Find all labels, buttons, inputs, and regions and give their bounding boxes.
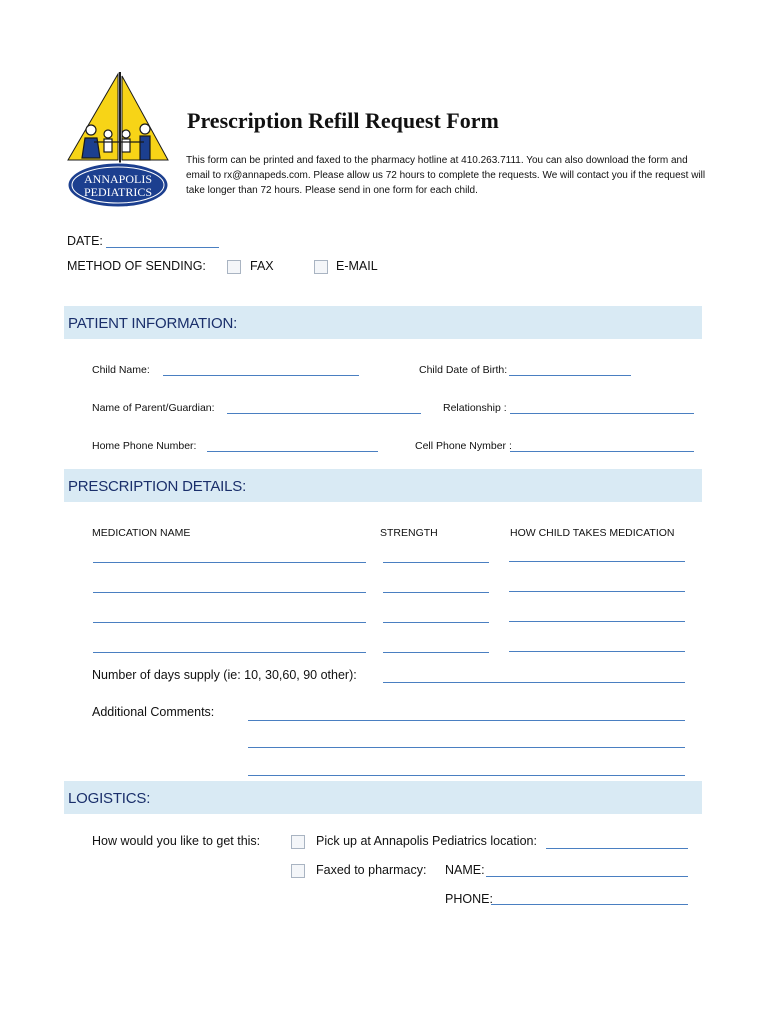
strength-field[interactable]: [383, 592, 489, 593]
logo-text-line2: PEDIATRICS: [83, 185, 153, 199]
strength-field[interactable]: [383, 562, 489, 563]
sailboat-family-logo-icon: [64, 72, 174, 212]
faxed-label: Faxed to pharmacy:: [316, 863, 427, 877]
cell-phone-field[interactable]: [510, 451, 694, 452]
child-dob-field[interactable]: [509, 375, 631, 376]
days-supply-label: Number of days supply (ie: 10, 30,60, 90 other):: [92, 668, 357, 682]
pharmacy-phone-field[interactable]: [491, 904, 688, 905]
prescription-heading: PRESCRIPTION DETAILS:: [68, 478, 247, 495]
fax-checkbox[interactable]: [227, 260, 241, 274]
strength-field[interactable]: [383, 652, 489, 653]
logistics-heading: LOGISTICS:: [68, 790, 151, 807]
how-taken-field[interactable]: [509, 561, 685, 562]
pickup-location-field[interactable]: [546, 848, 688, 849]
how-taken-column-header: HOW CHILD TAKES MEDICATION: [510, 527, 675, 539]
comments-field-line[interactable]: [248, 720, 685, 721]
pharmacy-name-field[interactable]: [486, 876, 688, 877]
child-name-label: Child Name:: [92, 364, 150, 376]
intro-paragraph: This form can be printed and faxed to the pharmacy hotline at 410.263.7111. You can also download the form and email to rx@annapeds.com. Please allow us 72 hours to complete the requests. We will contact you if the request will take longer than 72 hours. Please send in one form for each child.: [186, 155, 706, 196]
relationship-label: Relationship :: [443, 402, 507, 414]
pharmacy-phone-label: PHONE:: [445, 892, 493, 906]
medication-column-header: MEDICATION NAME: [92, 527, 191, 539]
medication-name-field[interactable]: [93, 622, 366, 623]
patient-info-heading: PATIENT INFORMATION:: [68, 315, 238, 332]
home-phone-label: Home Phone Number:: [92, 440, 197, 452]
email-label: E-MAIL: [336, 259, 378, 273]
child-dob-label: Child Date of Birth:: [419, 364, 508, 376]
medication-name-field[interactable]: [93, 592, 366, 593]
date-label: DATE:: [67, 234, 103, 248]
pickup-checkbox[interactable]: [291, 835, 305, 849]
delivery-question-label: How would you like to get this:: [92, 834, 261, 848]
logo-text-line1: ANNAPOLIS: [83, 172, 153, 186]
prescription-section-header: [64, 469, 702, 502]
faxed-checkbox[interactable]: [291, 864, 305, 878]
strength-column-header: STRENGTH: [380, 527, 438, 539]
comments-field-line[interactable]: [248, 775, 685, 776]
how-taken-field[interactable]: [509, 591, 685, 592]
parent-name-label: Name of Parent/Guardian:: [92, 402, 215, 414]
logistics-section-header: [64, 781, 702, 814]
strength-field[interactable]: [383, 622, 489, 623]
child-name-field[interactable]: [163, 375, 359, 376]
medication-name-field[interactable]: [93, 562, 366, 563]
days-supply-field[interactable]: [383, 682, 685, 683]
medication-name-field[interactable]: [93, 652, 366, 653]
page-title: Prescription Refill Request Form: [187, 108, 499, 133]
how-taken-field[interactable]: [509, 651, 685, 652]
fax-label: FAX: [250, 259, 274, 273]
how-taken-field[interactable]: [509, 621, 685, 622]
parent-name-field[interactable]: [227, 413, 421, 414]
pharmacy-name-label: NAME:: [445, 863, 485, 877]
email-checkbox[interactable]: [314, 260, 328, 274]
method-label: METHOD OF SENDING:: [67, 259, 206, 273]
date-field[interactable]: [106, 247, 219, 248]
comments-label: Additional Comments:: [92, 705, 215, 719]
relationship-field[interactable]: [510, 413, 694, 414]
cell-phone-label: Cell Phone Nymber :: [415, 440, 512, 452]
home-phone-field[interactable]: [207, 451, 378, 452]
pickup-label: Pick up at Annapolis Pediatrics location:: [316, 834, 537, 848]
comments-field-line[interactable]: [248, 747, 685, 748]
annapolis-pediatrics-logo: [64, 72, 174, 212]
patient-info-section-header: [64, 306, 702, 339]
